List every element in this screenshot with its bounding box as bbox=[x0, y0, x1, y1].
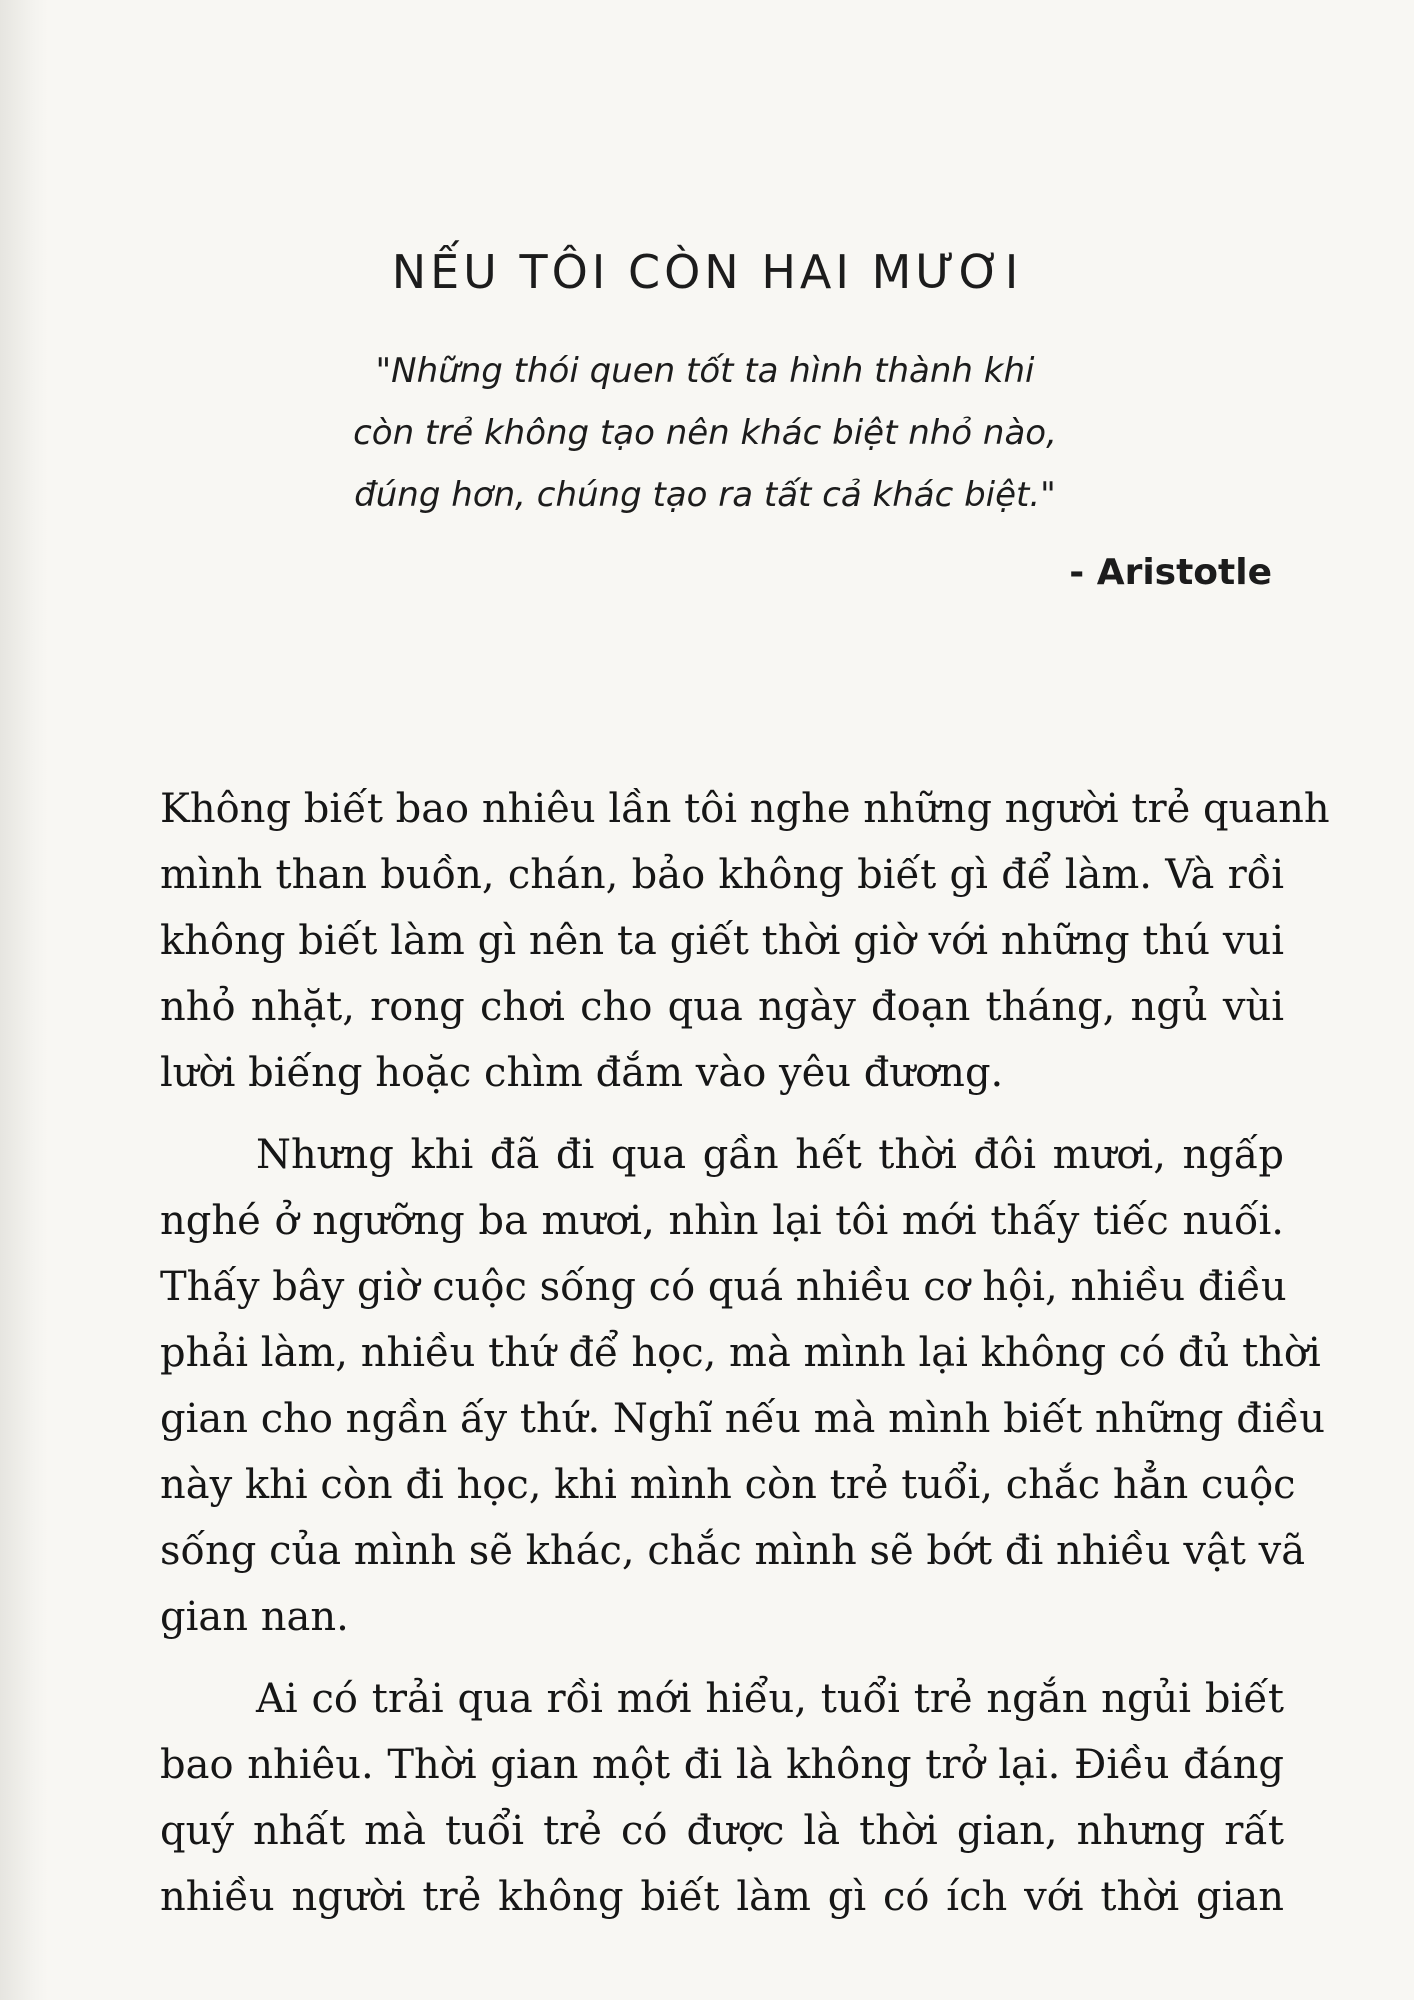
text-line: nhiều người trẻ không biết làm gì có ích với thời gian bbox=[160, 1874, 1284, 1920]
paragraph-1 bbox=[160, 776, 1330, 1106]
page-binding-shadow bbox=[0, 0, 48, 2000]
text-line: phải làm, nhiều thứ để học, mà mình lại không có đủ thời bbox=[160, 1330, 1321, 1376]
text-line: quý nhất mà tuổi trẻ có được là thời gian, nhưng rất bbox=[160, 1808, 1284, 1854]
text-line: nghé ở ngưỡng ba mươi, nhìn lại tôi mới thấy tiếc nuối. bbox=[160, 1198, 1284, 1244]
text-line: Ai có trải qua rồi mới hiểu, tuổi trẻ ngắn ngủi biết bbox=[256, 1676, 1284, 1722]
text-line: Không biết bao nhiêu lần tôi nghe những người trẻ quanh bbox=[160, 786, 1330, 832]
text-line: Thấy bây giờ cuộc sống có quá nhiều cơ hội, nhiều điều bbox=[160, 1264, 1287, 1310]
text-line: nhỏ nhặt, rong chơi cho qua ngày đoạn tháng, ngủ vùi bbox=[160, 984, 1284, 1030]
epigraph-quote bbox=[285, 340, 1125, 526]
text-line: gian cho ngần ấy thứ. Nghĩ nếu mà mình biết những điều bbox=[160, 1396, 1325, 1442]
quote-line: còn trẻ không tạo nên khác biệt nhỏ nào, bbox=[353, 413, 1057, 453]
paragraph-2 bbox=[160, 1122, 1325, 1650]
text-line: sống của mình sẽ khác, chắc mình sẽ bớt đi nhiều vật vã bbox=[160, 1528, 1306, 1574]
paragraph-3 bbox=[160, 1666, 1284, 1930]
text-line: gian nan. bbox=[160, 1594, 349, 1640]
chapter-title: NẾU TÔI CÒN HAI MƯƠI bbox=[391, 245, 1023, 299]
text-line: này khi còn đi học, khi mình còn trẻ tuổi, chắc hẳn cuộc bbox=[160, 1462, 1296, 1508]
text-line: mình than buồn, chán, bảo không biết gì để làm. Và rồi bbox=[160, 852, 1284, 898]
body-text bbox=[160, 776, 1330, 1946]
text-line: bao nhiêu. Thời gian một đi là không trở lại. Điều đáng bbox=[160, 1742, 1284, 1788]
quote-line: đúng hơn, chúng tạo ra tất cả khác biệt." bbox=[354, 475, 1056, 515]
text-line: không biết làm gì nên ta giết thời giờ với những thú vui bbox=[160, 918, 1284, 964]
text-line: lười biếng hoặc chìm đắm vào yêu đương. bbox=[160, 1050, 1004, 1096]
quote-line: "Những thói quen tốt ta hình thành khi bbox=[375, 351, 1035, 391]
text-line: Nhưng khi đã đi qua gần hết thời đôi mươi, ngấp bbox=[256, 1132, 1284, 1178]
quote-author: - Aristotle bbox=[1069, 552, 1272, 593]
